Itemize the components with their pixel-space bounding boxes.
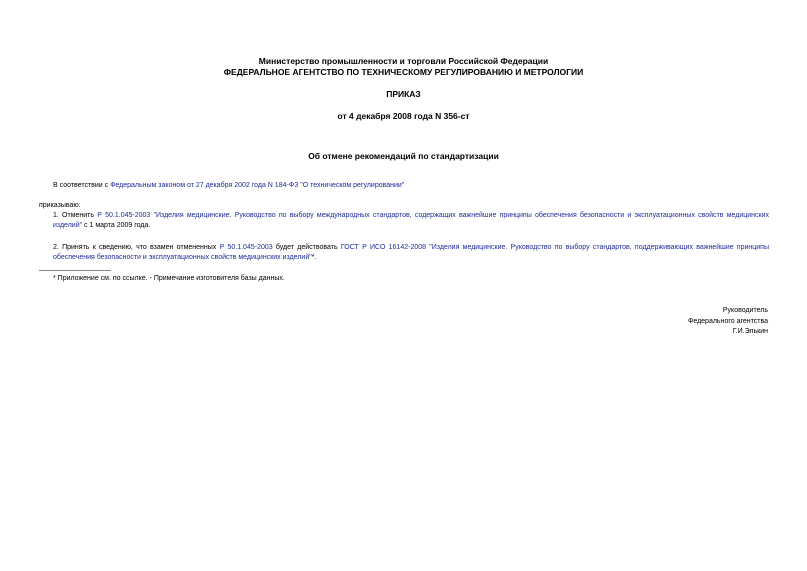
r50-1-045-2003-link[interactable]: Р 50.1.045-2003 "Изделия медицинские. Руководство по выбору международных стандартов, содержащих важнейшие принципы обеспечения безопасности и эксплуатационных свойств медицинских изделий" (53, 212, 769, 229)
federal-law-link[interactable]: Федеральным законом от 27 декабря 2002 года N 184-ФЗ "О техническом регулировании" (110, 182, 405, 189)
signature-block (688, 306, 768, 338)
item-1-paragraph (39, 211, 769, 231)
intro-prefix: В соответствии с (53, 182, 111, 189)
item-2-suffix: *. (311, 254, 317, 261)
footnote: * Приложение см. по ссылке. - Примечание изготовителя базы данных. (53, 275, 285, 282)
item-2-prefix: 2. Принять к сведению, что взамен отмененных (53, 244, 220, 251)
agency-name: ФЕДЕРАЛЬНОЕ АГЕНТСТВО ПО ТЕХНИЧЕСКОМУ РЕГУЛИРОВАНИЮ И МЕТРОЛОГИИ (223, 67, 584, 77)
gost-r-iso-16142-2008-link[interactable]: ГОСТ Р ИСО 16142-2008 "Изделия медицинские. Руководство по выбору стандартов, поддерживающих важнейшие принципы обеспечения безопасности и эксплуатационных свойств медицинских изделий" (53, 244, 769, 261)
signature-organization: Федерального агентства (688, 317, 768, 325)
r50-1-045-2003-link-2[interactable]: Р 50.1.045-2003 (219, 244, 273, 251)
footnote-divider (39, 270, 111, 271)
signature-name: Г.И.Элькин (732, 328, 768, 335)
item-1-suffix: с 1 марта 2009 года. (82, 222, 151, 229)
doc-subject: Об отмене рекомендаций по стандартизации (308, 151, 499, 161)
signature-position: Руководитель (722, 307, 768, 314)
ministry-heading (0, 56, 807, 78)
item-2-paragraph (39, 243, 769, 263)
order-word: приказываю: (39, 202, 81, 209)
item-1-prefix: 1. Отменить (53, 212, 98, 219)
doc-type: ПРИКАЗ (386, 89, 421, 99)
doc-date-number: от 4 декабря 2008 года N 356-ст (337, 111, 470, 121)
intro-paragraph (39, 181, 769, 191)
ministry-name: Министерство промышленности и торговли Российской Федерации (258, 56, 549, 66)
item-2-middle: будет действовать (272, 244, 341, 251)
